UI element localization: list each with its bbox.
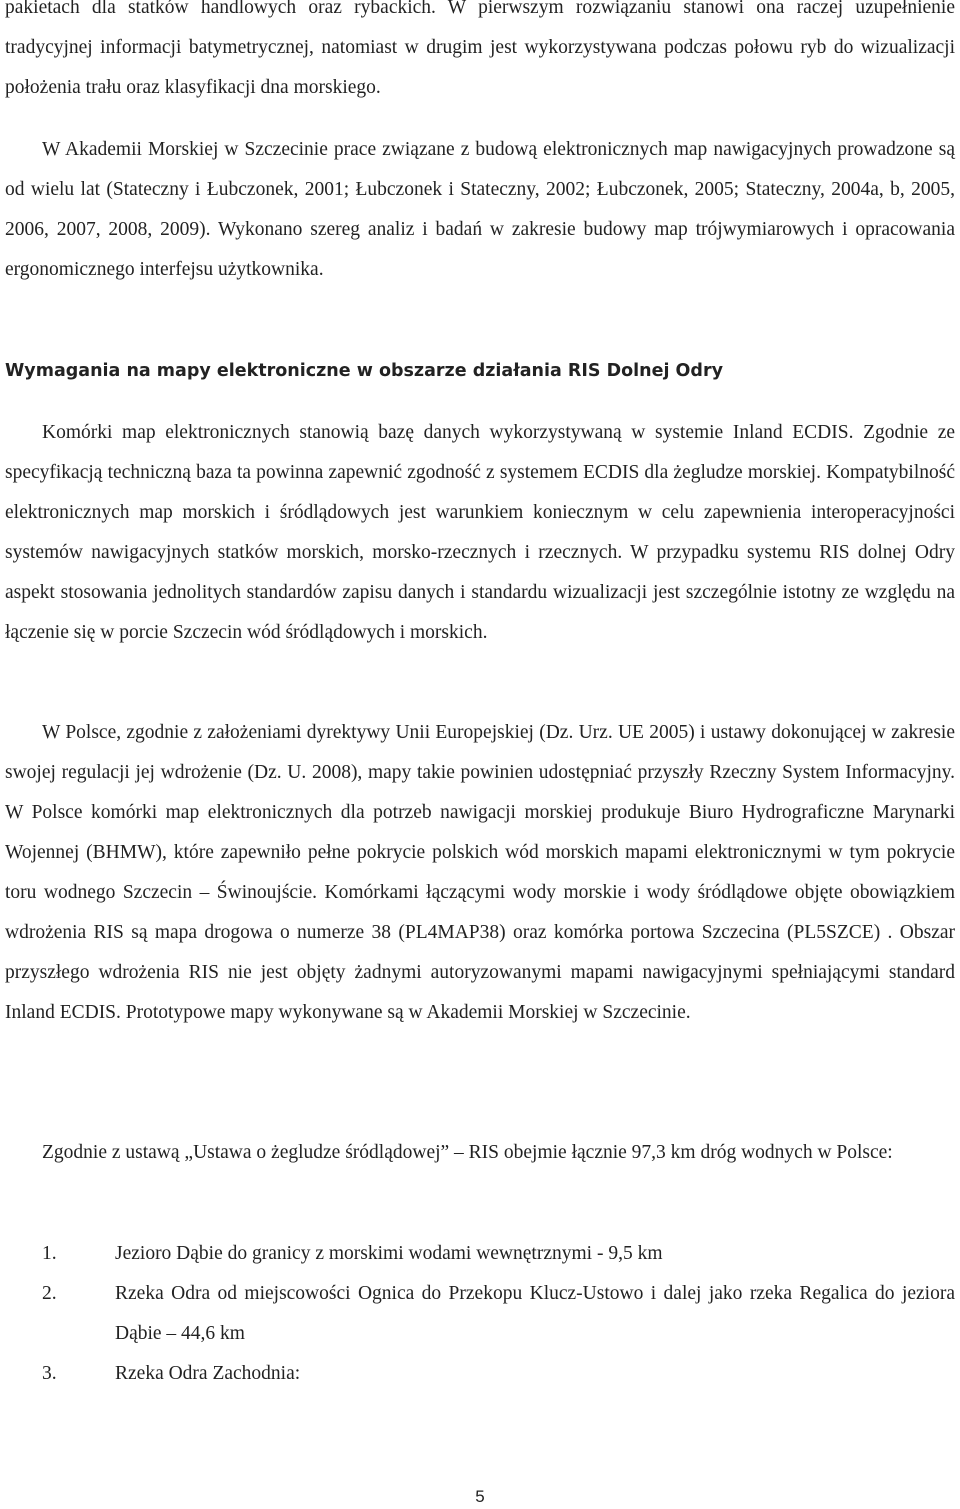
paragraph-intro-continuation: pakietach dla statków handlowych oraz rybackich. W pierwszym rozwiązaniu stanowi ona raczej uzupełnienie tradycyjnej informacji batymetrycznej, natomiast w drugim jest wykorzystywana podczas połowu ryb do wizualizacji położenia trału oraz klasyfikacji dna morskiego. [5,0,955,98]
list-item [5,1354,955,1394]
paragraph-w-polsce: W Polsce, zgodnie z założeniami dyrektywy Unii Europejskiej (Dz. Urz. UE 2005) i ustawy dokonującej w zakresie swojej regulacji jej wdrożenie (Dz. U. 2008), mapy takie powinien udostępniać przyszły Rzeczny System Informacyjny. W Polsce komórki map elektronicznych dla potrzeb nawigacji morskiej produkuje Biuro Hydrograficzne Marynarki Wojennej (BHMW), które zapewniło pełne pokrycie polskich wód morskich mapami elektronicznymi w tym pokrycie toru wodnego Szczecin – Świnoujście. Komórkami łączącymi wody morskie i wody śródlądowe objęte obowiązkiem wdrożenia RIS są mapa drogowa o numerze 38 (PL4MAP38) oraz komórka portowa Szczecina (PL5SZCE) . Obszar przyszłego wdrożenia RIS nie jest objęty żadnymi autoryzowanymi mapami nawigacyjnymi spełniającymi standard Inland ECDIS. Prototypowe mapy wykonywane są w Akademii Morskiej w Szczecinie. [5,722,955,1023]
list-item-number: 1. [42,1243,57,1264]
page-number: 5 [475,1487,485,1506]
paragraph-akademia-morska: W Akademii Morskiej w Szczecinie prace związane z budową elektronicznych map nawigacyjnych prowadzone są od wielu lat (Stateczny i Łubczonek, 2001; Łubczonek i Stateczny, 2002; Łubczonek, 2005; Stateczny, 2004a, b, 2005, 2006, 2007, 2008, 2009). Wykonano szereg analiz i badań w zakresie budowy map trójwymiarowych i opracowania ergonomicznego interfejsu użytkownika. [5,139,955,280]
list-item-number: 3. [42,1363,57,1384]
list-item-text: Jezioro Dąbie do granicy z morskimi wodami wewnętrznymi - 9,5 km [115,1243,663,1264]
waterways-list [5,1234,955,1394]
list-item [5,1274,955,1354]
document-page [5,0,955,1509]
list-item-text: Rzeka Odra od miejscowości Ognica do Przekopu Klucz-Ustowo i dalej jako rzeka Regalica do jeziora Dąbie – 44,6 km [115,1283,955,1344]
list-item [5,1234,955,1274]
paragraph-komorki-map: Komórki map elektronicznych stanowią bazę danych wykorzystywaną w systemie Inland ECDIS. Zgodnie ze specyfikacją techniczną baza ta powinna zapewnić zgodność z systemem ECDIS dla żegludze morskiej. Kompatybilność elektronicznych map morskich i śródlądowych jest warunkiem koniecznym w celu zapewnienia interoperacyjności systemów nawigacyjnych statków morskich, morsko-rzecznych i rzecznych. W przypadku systemu RIS dolnej Odry aspekt stosowania jednolitych standardów zapisu danych i standardu wizualizacji jest szczególnie istotny ze względu na łączenie się w porcie Szczecin wód śródlądowych i morskich. [5,422,955,643]
paragraph-ustawa: Zgodnie z ustawą „Ustawa o żegludze śródlądowej” – RIS obejmie łącznie 97,3 km dróg wodnych w Polsce: [42,1142,893,1163]
list-item-text: Rzeka Odra Zachodnia: [115,1363,301,1384]
list-item-number: 2. [42,1283,57,1304]
section-heading: Wymagania na mapy elektroniczne w obszarze działania RIS Dolnej Odry [5,361,723,381]
